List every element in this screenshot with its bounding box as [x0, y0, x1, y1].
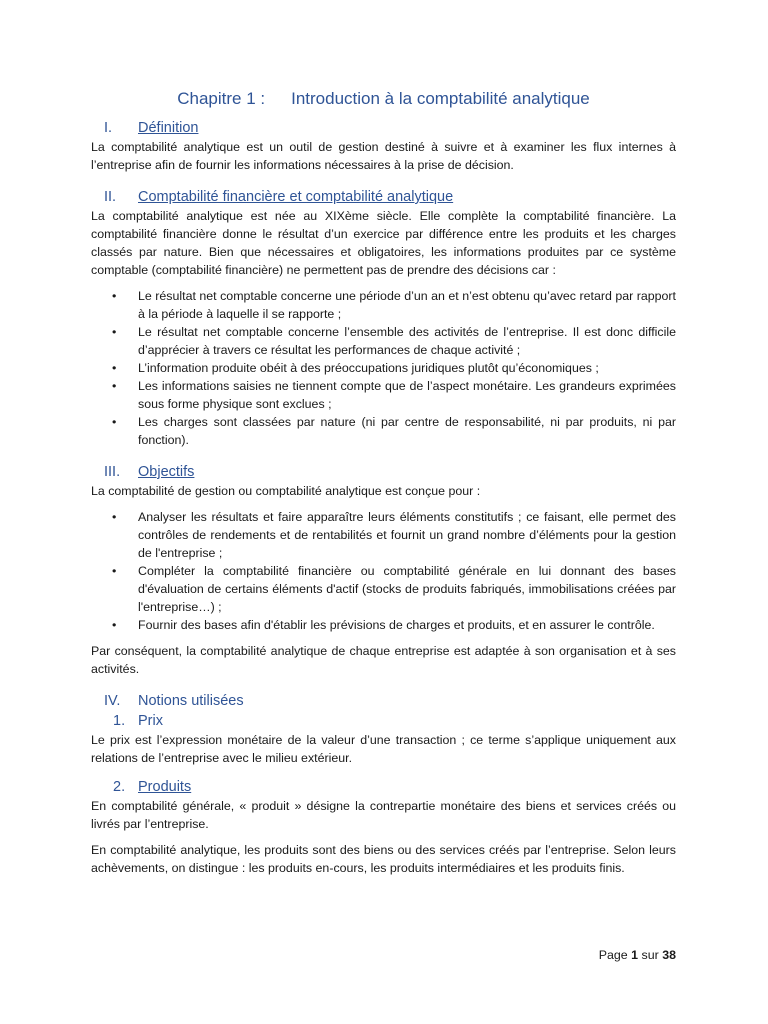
section-title: Comptabilité financière et comptabilité analytique [138, 189, 454, 205]
page-number [599, 946, 676, 964]
section-number: II. [104, 189, 117, 205]
list-item: • Les charges sont classées par nature (ni par centre de responsabilité, ni par produits, ni par fonction). [91, 413, 676, 449]
subsection-heading-prix [91, 711, 676, 731]
section-heading-objectifs [91, 462, 676, 482]
section-number: IV. [104, 693, 121, 709]
subsection-title: Produits [138, 779, 192, 795]
paragraph: La comptabilité de gestion ou comptabilité analytique est conçue pour : [91, 484, 481, 498]
page-separator: sur [641, 948, 659, 962]
list-item: • Analyser les résultats et faire apparaître leurs éléments constitutifs ; ce faisant, elle permet des contrôles de rendements et de rentabilités et fournit un grand nombre d’éléments pour la gestion de l'entreprise ; [91, 508, 676, 562]
chapter-title [91, 84, 676, 114]
section-heading-comptabilite [91, 187, 676, 207]
chapter-title-text: Introduction à la comptabilité analytique [291, 89, 590, 108]
paragraph: En comptabilité générale, « produit » désigne la contrepartie monétaire des biens et services créés ou livrés par l’entreprise. [91, 799, 676, 831]
list-item: • Compléter la comptabilité financière ou comptabilité générale en lui donnant des bases d'évaluation de certains éléments d'actif (stocks de produits fabriqués, immobilisations créées par l'entreprise…) ; [91, 562, 676, 616]
paragraph: Par conséquent, la comptabilité analytique de chaque entreprise est adaptée à son organisation et à ses activités. [91, 644, 676, 676]
section-number: III. [104, 464, 121, 480]
section-number: I. [104, 120, 113, 136]
paragraph: Le prix est l’expression monétaire de la valeur d’une transaction ; ce terme s’applique uniquement aux relations de l’entreprise avec le milieu extérieur. [91, 733, 676, 765]
bullet-list [91, 508, 676, 634]
section-heading-notions [91, 691, 676, 711]
list-item: • Le résultat net comptable concerne une période d’un an et n’est obtenu qu’avec retard par rapport à la période à laquelle il se rapporte ; [91, 287, 676, 323]
list-item: • L’information produite obéit à des préoccupations juridiques plutôt qu’économiques ; [91, 359, 676, 377]
bullet-list [91, 287, 676, 449]
page-prefix: Page [598, 948, 628, 962]
section-heading-definition [91, 118, 676, 138]
list-item: • Fournir des bases afin d'établir les prévisions de charges et produits, et en assurer le contrôle. [91, 616, 676, 634]
current-page: 1 [631, 948, 639, 962]
subsection-heading-produits [91, 777, 676, 797]
chapter-number: Chapitre 1 : [177, 89, 266, 108]
list-item: • Le résultat net comptable concerne l’ensemble des activités de l’entreprise. Il est donc difficile d’apprécier à travers ce résultat les performances de chaque activité ; [91, 323, 676, 359]
section-title: Notions utilisées [138, 693, 244, 709]
subsection-title: Prix [138, 713, 163, 729]
section-title: Définition [138, 120, 199, 136]
total-pages: 38 [662, 948, 676, 962]
subsection-number: 2. [113, 779, 126, 795]
section-title: Objectifs [138, 464, 195, 480]
paragraph: En comptabilité analytique, les produits sont des biens ou des services créés par l’entreprise. Selon leurs achèvements, on distingue : les produits en-cours, les produits intermédiaires et les produits finis. [91, 843, 676, 875]
paragraph: La comptabilité analytique est née au XIXème siècle. Elle complète la comptabilité financière. La comptabilité financière donne le résultat d’un exercice par différence entre les produits et les charges classés par nature. Bien que nécessaires et obligatoires, les informations produites par ce système comptable (comptabilité financière) ne permettent pas de prendre des décisions car : [91, 209, 676, 277]
paragraph: La comptabilité analytique est un outil de gestion destiné à suivre et à examiner les flux internes à l’entreprise afin de fournir les informations nécessaires à la prise de décision. [91, 140, 676, 172]
document-page [91, 84, 676, 877]
subsection-number: 1. [113, 713, 126, 729]
list-item: • Les informations saisies ne tiennent compte que de l’aspect monétaire. Les grandeurs exprimées sous forme physique sont exclues ; [91, 377, 676, 413]
